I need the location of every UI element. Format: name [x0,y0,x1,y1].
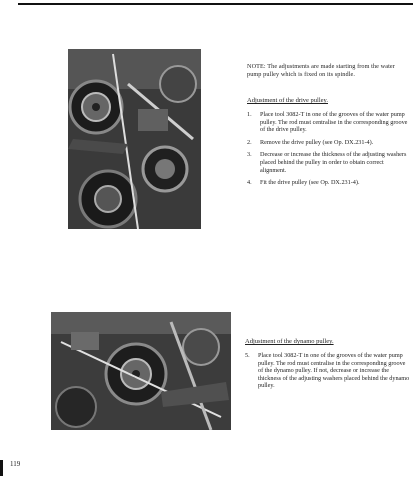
step-text: Place tool 3082-T in one of the grooves of the water pump pulley. The rod must centralise in the corresponding groove of the dynamo pulley. If not, decrease or increase the thickness of the adjusting washers placed behind the dynamo pulley. [258,352,410,390]
page-edge-marker [0,460,3,476]
step-item [247,151,409,174]
step-text: Place tool 3082-T in one of the grooves of the water pump pulley. The rod must centralise in the corresponding groove of the drive pulley. [260,111,408,134]
step-number: 2. [247,138,252,146]
step-text: Remove the drive pulley (see Op. DX.231-4). [260,138,374,146]
step-number: 1. [247,111,252,118]
section-heading-dynamo-pulley: Adjustment of the dynamo pulley. [245,338,334,345]
page-number: 119 [10,460,21,468]
note-text: NOTE: The adjustments are made starting from the water pump pulley which is fixed on its spindle. [247,63,395,78]
step-number: 3. [247,151,252,159]
top-rule [18,3,413,5]
step-item [247,139,409,147]
step-item [245,352,411,390]
step-text: Decrease or increase the thickness of the adjusting washers placed behind the pulley in order to obtain correct alignment. [260,151,407,174]
engine-pulley-photo-2 [51,312,231,430]
step-item [247,111,409,134]
step-item [247,179,409,187]
step-number: 5. [245,352,250,359]
dynamo-pulley-steps [245,352,411,395]
section-heading-drive-pulley: Adjustment of the drive pulley. [247,97,328,104]
step-text: Fit the drive pulley (see Op. DX.231-4). [260,179,360,187]
step-number: 4. [247,179,252,187]
drive-pulley-steps [247,111,409,192]
engine-pulley-photo-1 [68,49,201,229]
